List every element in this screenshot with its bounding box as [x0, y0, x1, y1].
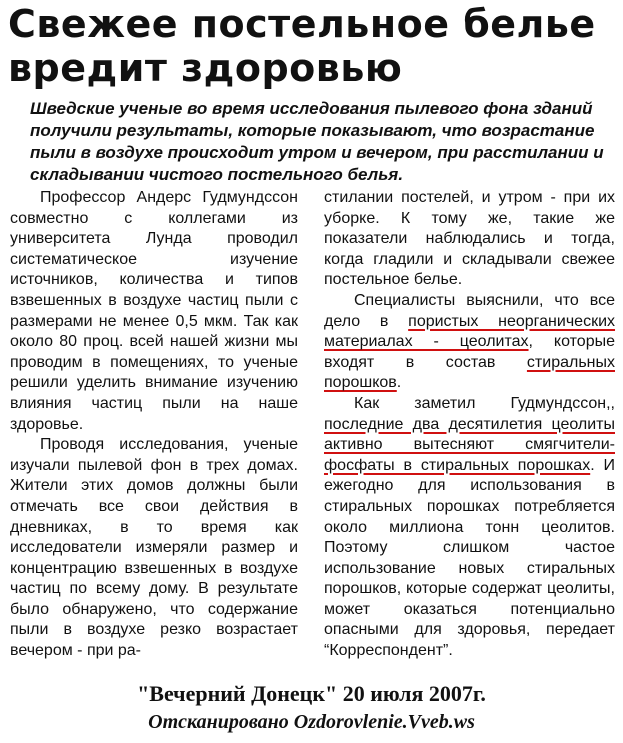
right-paragraph-3 [324, 394, 615, 662]
phosphates-highlight: последние два десятилетия цеолиты активно вытесняют смягчители-фосфаты в стиральных порошках [324, 415, 615, 474]
washing-powders-highlight: стиральных порошков [324, 353, 615, 392]
right-paragraph-2 [324, 291, 615, 394]
right-paragraph-2-end: . [396, 374, 402, 392]
right-paragraph-3-start: Как заметил Гудмундссон,, [354, 394, 615, 412]
article-column-right [324, 188, 615, 662]
article-headline: Свежее постельное белье вредит здоровью [8, 2, 596, 90]
scanned-by-credit: Отсканировано Ozdorovlenie.Vveb.ws [148, 711, 475, 733]
newspaper-source: "Вечерний Донецк" 20 июля 2007г. [137, 681, 486, 706]
right-paragraph-2-middle: , которые входят в состав [324, 333, 615, 371]
article-column-left [10, 188, 298, 662]
right-paragraph-2-start: Специалисты выяснили, что все дело в [324, 291, 615, 330]
right-paragraph-1: стилании постелей, и утром - при их уборке. К тому же, такие же показатели наблюдались и тогда, когда гладили и складывали свежее постельное белье. [324, 189, 615, 289]
left-paragraph-1: Профессор Андерс Гудмундссон совместно с коллегами из университета Лунда проводил систематическое изучение источников, количества и типов взвешенных в воздухе частиц пыли с размерами не менее 0,5 мкм. Так как около 80 проц. всей нашей жизни мы проводим в помещениях, то ученые решили уделить внимание изучению влияния частиц пыли на наше здоровье. [10, 189, 298, 433]
right-paragraph-3-end: . И ежегодно для использования в стиральных порошках потребляется около миллиона тонн цеолитов. Поэтому слишком частое использование новых стиральных порошков, которые содержат цеолиты, может оказаться потенциально опасными для здоровья, передает “Корреспондент”. [324, 456, 616, 660]
left-paragraph-2: Проводя исследования, ученые изучали пылевой фон в трех домах. Жители этих домов должны были отмечать все свои действия в дневниках, в то время как исследователи измеряли размер и концентрацию взвешенных в воздухе частиц по всему дому. В результате было обнаружено, что содержание пыли в воздухе резко возрастает вечером - при ра- [10, 436, 298, 660]
zeolites-highlight: пористых неорганических материалах - цеолитах [324, 312, 616, 351]
article-lead: Шведские ученые во время исследования пылевого фона зданий получили результаты, которые показывают, что возрастание пыли в воздухе происходит утром и вечером, при расстилании и складывании чистого постельного белья. [30, 99, 604, 184]
